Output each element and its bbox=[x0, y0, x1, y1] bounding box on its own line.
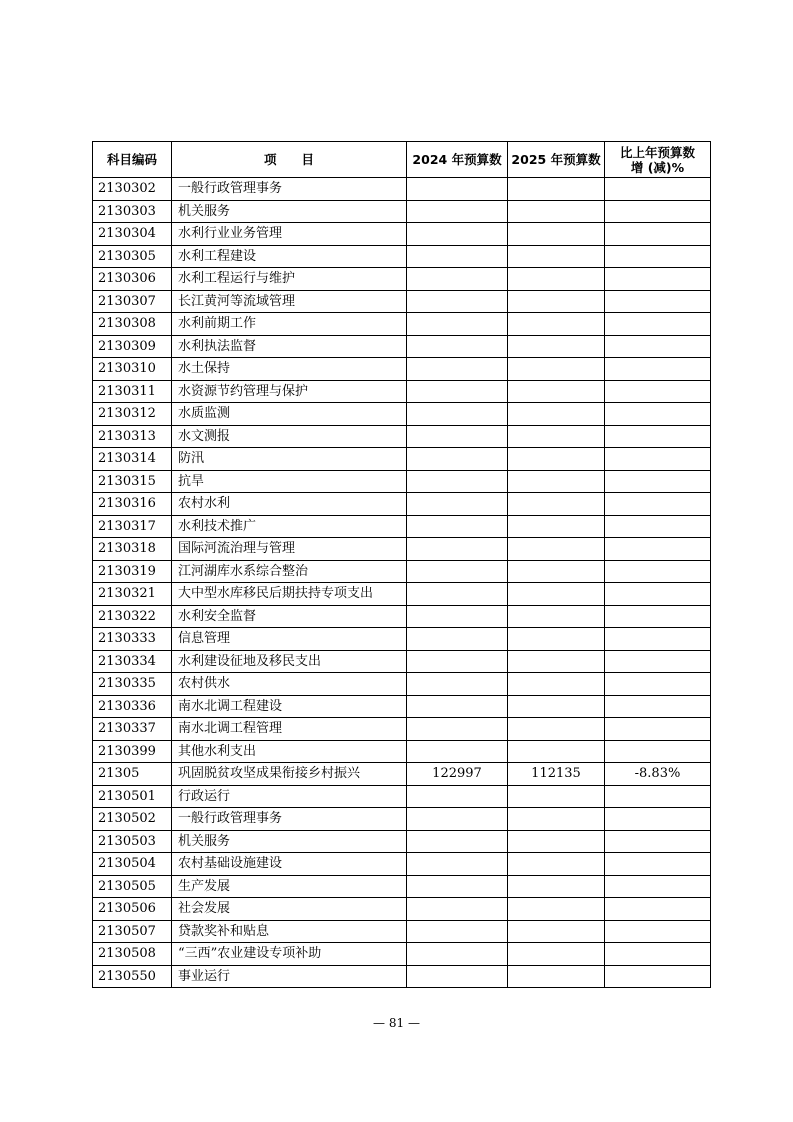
cell-code: 2130334 bbox=[93, 650, 172, 673]
table-row bbox=[93, 493, 711, 516]
cell-name: 事业运行 bbox=[172, 965, 407, 988]
table-row bbox=[93, 628, 711, 651]
cell-change-percent bbox=[605, 403, 711, 426]
cell-name: 水利技术推广 bbox=[172, 515, 407, 538]
cell-change-percent bbox=[605, 605, 711, 628]
cell-2024-budget bbox=[407, 403, 508, 426]
cell-name: 农村基础设施建设 bbox=[172, 853, 407, 876]
header-code: 科目编码 bbox=[93, 142, 172, 178]
cell-code: 2130502 bbox=[93, 808, 172, 831]
cell-code: 2130304 bbox=[93, 223, 172, 246]
table-row bbox=[93, 515, 711, 538]
cell-name: 贷款奖补和贴息 bbox=[172, 920, 407, 943]
cell-2025-budget bbox=[508, 628, 605, 651]
table-row bbox=[93, 380, 711, 403]
cell-2024-budget bbox=[407, 448, 508, 471]
table-row bbox=[93, 695, 711, 718]
cell-code: 2130317 bbox=[93, 515, 172, 538]
cell-2024-budget bbox=[407, 335, 508, 358]
cell-name: 生产发展 bbox=[172, 875, 407, 898]
table-row bbox=[93, 403, 711, 426]
table-body bbox=[93, 178, 711, 988]
cell-name: 社会发展 bbox=[172, 898, 407, 921]
cell-2024-budget bbox=[407, 290, 508, 313]
table-row bbox=[93, 178, 711, 201]
cell-name: 水资源节约管理与保护 bbox=[172, 380, 407, 403]
cell-2024-budget: 122997 bbox=[407, 763, 508, 786]
cell-code: 2130333 bbox=[93, 628, 172, 651]
cell-2025-budget bbox=[508, 875, 605, 898]
cell-change-percent bbox=[605, 245, 711, 268]
cell-change-percent bbox=[605, 740, 711, 763]
cell-2025-budget bbox=[508, 200, 605, 223]
cell-change-percent bbox=[605, 538, 711, 561]
cell-2024-budget bbox=[407, 425, 508, 448]
cell-code: 2130310 bbox=[93, 358, 172, 381]
cell-code: 2130305 bbox=[93, 245, 172, 268]
table-row bbox=[93, 313, 711, 336]
cell-change-percent bbox=[605, 875, 711, 898]
cell-name: 国际河流治理与管理 bbox=[172, 538, 407, 561]
table-row bbox=[93, 650, 711, 673]
cell-change-percent bbox=[605, 268, 711, 291]
cell-code: 2130322 bbox=[93, 605, 172, 628]
cell-change-percent bbox=[605, 223, 711, 246]
cell-change-percent bbox=[605, 200, 711, 223]
cell-2025-budget bbox=[508, 403, 605, 426]
table-header bbox=[93, 142, 711, 178]
cell-2024-budget bbox=[407, 673, 508, 696]
cell-change-percent bbox=[605, 358, 711, 381]
cell-code: 2130313 bbox=[93, 425, 172, 448]
cell-name: 南水北调工程建设 bbox=[172, 695, 407, 718]
cell-2024-budget bbox=[407, 740, 508, 763]
table-row bbox=[93, 943, 711, 966]
table-row bbox=[93, 965, 711, 988]
header-change bbox=[605, 142, 711, 178]
cell-code: 2130550 bbox=[93, 965, 172, 988]
cell-code: 2130318 bbox=[93, 538, 172, 561]
cell-name: 水利行业业务管理 bbox=[172, 223, 407, 246]
cell-2025-budget bbox=[508, 268, 605, 291]
cell-change-percent: -8.83% bbox=[605, 763, 711, 786]
cell-2025-budget bbox=[508, 178, 605, 201]
cell-change-percent bbox=[605, 718, 711, 741]
cell-name: 机关服务 bbox=[172, 830, 407, 853]
table-row bbox=[93, 830, 711, 853]
cell-2024-budget bbox=[407, 380, 508, 403]
cell-change-percent bbox=[605, 560, 711, 583]
cell-name: 农村水利 bbox=[172, 493, 407, 516]
cell-2024-budget bbox=[407, 785, 508, 808]
cell-change-percent bbox=[605, 808, 711, 831]
cell-change-percent bbox=[605, 448, 711, 471]
cell-name: 抗旱 bbox=[172, 470, 407, 493]
cell-code: 2130302 bbox=[93, 178, 172, 201]
cell-2024-budget bbox=[407, 830, 508, 853]
cell-change-percent bbox=[605, 515, 711, 538]
cell-2024-budget bbox=[407, 628, 508, 651]
cell-name: 水文测报 bbox=[172, 425, 407, 448]
cell-2024-budget bbox=[407, 605, 508, 628]
cell-name: 水质监测 bbox=[172, 403, 407, 426]
cell-2025-budget bbox=[508, 358, 605, 381]
header-name: 项 目 bbox=[172, 142, 407, 178]
table-row bbox=[93, 920, 711, 943]
table-row bbox=[93, 290, 711, 313]
table-row bbox=[93, 740, 711, 763]
header-change-line1: 比上年预算数 bbox=[619, 144, 695, 160]
cell-2025-budget bbox=[508, 290, 605, 313]
cell-2025-budget bbox=[508, 223, 605, 246]
cell-code: 2130316 bbox=[93, 493, 172, 516]
cell-name: “三西”农业建设专项补助 bbox=[172, 943, 407, 966]
cell-change-percent bbox=[605, 695, 711, 718]
cell-code: 2130503 bbox=[93, 830, 172, 853]
cell-2025-budget bbox=[508, 605, 605, 628]
cell-2025-budget bbox=[508, 515, 605, 538]
cell-2024-budget bbox=[407, 178, 508, 201]
cell-name: 水利前期工作 bbox=[172, 313, 407, 336]
cell-change-percent bbox=[605, 853, 711, 876]
cell-change-percent bbox=[605, 425, 711, 448]
cell-change-percent bbox=[605, 785, 711, 808]
cell-2024-budget bbox=[407, 650, 508, 673]
cell-change-percent bbox=[605, 965, 711, 988]
header-row bbox=[93, 142, 711, 178]
cell-name: 水利工程建设 bbox=[172, 245, 407, 268]
table-row bbox=[93, 785, 711, 808]
cell-2025-budget bbox=[508, 380, 605, 403]
table-row bbox=[93, 245, 711, 268]
cell-change-percent bbox=[605, 583, 711, 606]
cell-2024-budget bbox=[407, 808, 508, 831]
header-2025: 2025 年预算数 bbox=[508, 142, 605, 178]
cell-2025-budget bbox=[508, 335, 605, 358]
cell-2024-budget bbox=[407, 695, 508, 718]
cell-change-percent bbox=[605, 493, 711, 516]
table-row bbox=[93, 223, 711, 246]
table-row bbox=[93, 605, 711, 628]
cell-code: 2130319 bbox=[93, 560, 172, 583]
cell-change-percent bbox=[605, 898, 711, 921]
table-row bbox=[93, 718, 711, 741]
cell-2025-budget bbox=[508, 493, 605, 516]
cell-2024-budget bbox=[407, 223, 508, 246]
cell-code: 2130504 bbox=[93, 853, 172, 876]
cell-2024-budget bbox=[407, 313, 508, 336]
cell-2025-budget bbox=[508, 425, 605, 448]
cell-name: 农村供水 bbox=[172, 673, 407, 696]
cell-2025-budget bbox=[508, 785, 605, 808]
cell-name: 水土保持 bbox=[172, 358, 407, 381]
table-row bbox=[93, 268, 711, 291]
cell-2024-budget bbox=[407, 538, 508, 561]
cell-2025-budget bbox=[508, 245, 605, 268]
cell-change-percent bbox=[605, 178, 711, 201]
cell-name: 水利安全监督 bbox=[172, 605, 407, 628]
cell-2025-budget bbox=[508, 673, 605, 696]
cell-code: 2130506 bbox=[93, 898, 172, 921]
cell-name: 巩固脱贫攻坚成果衔接乡村振兴 bbox=[172, 763, 407, 786]
table-row bbox=[93, 448, 711, 471]
cell-code: 2130505 bbox=[93, 875, 172, 898]
cell-name: 南水北调工程管理 bbox=[172, 718, 407, 741]
cell-2024-budget bbox=[407, 583, 508, 606]
table-row bbox=[93, 898, 711, 921]
table-row bbox=[93, 875, 711, 898]
cell-code: 2130308 bbox=[93, 313, 172, 336]
table-row bbox=[93, 763, 711, 786]
page-number: — 81 — bbox=[373, 1016, 420, 1030]
cell-code: 2130335 bbox=[93, 673, 172, 696]
cell-code: 2130306 bbox=[93, 268, 172, 291]
cell-2024-budget bbox=[407, 898, 508, 921]
cell-code: 21305 bbox=[93, 763, 172, 786]
cell-code: 2130399 bbox=[93, 740, 172, 763]
table-row bbox=[93, 538, 711, 561]
cell-code: 2130311 bbox=[93, 380, 172, 403]
cell-name: 江河湖库水系综合整治 bbox=[172, 560, 407, 583]
cell-2025-budget bbox=[508, 943, 605, 966]
cell-2025-budget bbox=[508, 740, 605, 763]
cell-2024-budget bbox=[407, 245, 508, 268]
cell-code: 2130303 bbox=[93, 200, 172, 223]
cell-change-percent bbox=[605, 470, 711, 493]
table-row bbox=[93, 583, 711, 606]
cell-2024-budget bbox=[407, 560, 508, 583]
cell-2025-budget: 112135 bbox=[508, 763, 605, 786]
cell-change-percent bbox=[605, 920, 711, 943]
cell-name: 水利建设征地及移民支出 bbox=[172, 650, 407, 673]
cell-2025-budget bbox=[508, 965, 605, 988]
cell-2025-budget bbox=[508, 313, 605, 336]
cell-2024-budget bbox=[407, 268, 508, 291]
cell-change-percent bbox=[605, 290, 711, 313]
cell-code: 2130307 bbox=[93, 290, 172, 313]
cell-2025-budget bbox=[508, 853, 605, 876]
cell-2024-budget bbox=[407, 965, 508, 988]
cell-name: 信息管理 bbox=[172, 628, 407, 651]
cell-code: 2130321 bbox=[93, 583, 172, 606]
cell-2024-budget bbox=[407, 470, 508, 493]
cell-2025-budget bbox=[508, 650, 605, 673]
cell-change-percent bbox=[605, 650, 711, 673]
header-2024: 2024 年预算数 bbox=[407, 142, 508, 178]
cell-code: 2130314 bbox=[93, 448, 172, 471]
cell-2024-budget bbox=[407, 853, 508, 876]
cell-2025-budget bbox=[508, 695, 605, 718]
cell-2024-budget bbox=[407, 493, 508, 516]
cell-name: 长江黄河等流域管理 bbox=[172, 290, 407, 313]
cell-change-percent bbox=[605, 943, 711, 966]
table-row bbox=[93, 560, 711, 583]
cell-change-percent bbox=[605, 673, 711, 696]
cell-code: 2130336 bbox=[93, 695, 172, 718]
cell-2025-budget bbox=[508, 560, 605, 583]
cell-name: 行政运行 bbox=[172, 785, 407, 808]
cell-2024-budget bbox=[407, 943, 508, 966]
cell-name: 大中型水库移民后期扶持专项支出 bbox=[172, 583, 407, 606]
cell-name: 机关服务 bbox=[172, 200, 407, 223]
table-row bbox=[93, 673, 711, 696]
table-row bbox=[93, 335, 711, 358]
cell-2024-budget bbox=[407, 920, 508, 943]
table-row bbox=[93, 425, 711, 448]
cell-2025-budget bbox=[508, 898, 605, 921]
cell-name: 水利工程运行与维护 bbox=[172, 268, 407, 291]
table-row bbox=[93, 853, 711, 876]
cell-code: 2130312 bbox=[93, 403, 172, 426]
cell-2025-budget bbox=[508, 448, 605, 471]
cell-code: 2130501 bbox=[93, 785, 172, 808]
cell-2025-budget bbox=[508, 470, 605, 493]
cell-change-percent bbox=[605, 335, 711, 358]
cell-change-percent bbox=[605, 628, 711, 651]
cell-2024-budget bbox=[407, 358, 508, 381]
cell-change-percent bbox=[605, 313, 711, 336]
cell-name: 其他水利支出 bbox=[172, 740, 407, 763]
cell-code: 2130507 bbox=[93, 920, 172, 943]
cell-name: 防汛 bbox=[172, 448, 407, 471]
cell-2025-budget bbox=[508, 538, 605, 561]
cell-code: 2130309 bbox=[93, 335, 172, 358]
cell-2025-budget bbox=[508, 718, 605, 741]
cell-2025-budget bbox=[508, 920, 605, 943]
cell-name: 一般行政管理事务 bbox=[172, 178, 407, 201]
cell-code: 2130337 bbox=[93, 718, 172, 741]
cell-2025-budget bbox=[508, 583, 605, 606]
cell-change-percent bbox=[605, 380, 711, 403]
budget-table bbox=[92, 141, 711, 988]
cell-2024-budget bbox=[407, 200, 508, 223]
header-change-line2: 增 (减)% bbox=[630, 159, 685, 175]
table-row bbox=[93, 200, 711, 223]
table-row bbox=[93, 808, 711, 831]
table-row bbox=[93, 358, 711, 381]
cell-code: 2130508 bbox=[93, 943, 172, 966]
cell-2025-budget bbox=[508, 830, 605, 853]
cell-name: 水利执法监督 bbox=[172, 335, 407, 358]
cell-2024-budget bbox=[407, 718, 508, 741]
cell-2025-budget bbox=[508, 808, 605, 831]
cell-name: 一般行政管理事务 bbox=[172, 808, 407, 831]
cell-change-percent bbox=[605, 830, 711, 853]
table-row bbox=[93, 470, 711, 493]
cell-2024-budget bbox=[407, 875, 508, 898]
cell-2024-budget bbox=[407, 515, 508, 538]
cell-code: 2130315 bbox=[93, 470, 172, 493]
